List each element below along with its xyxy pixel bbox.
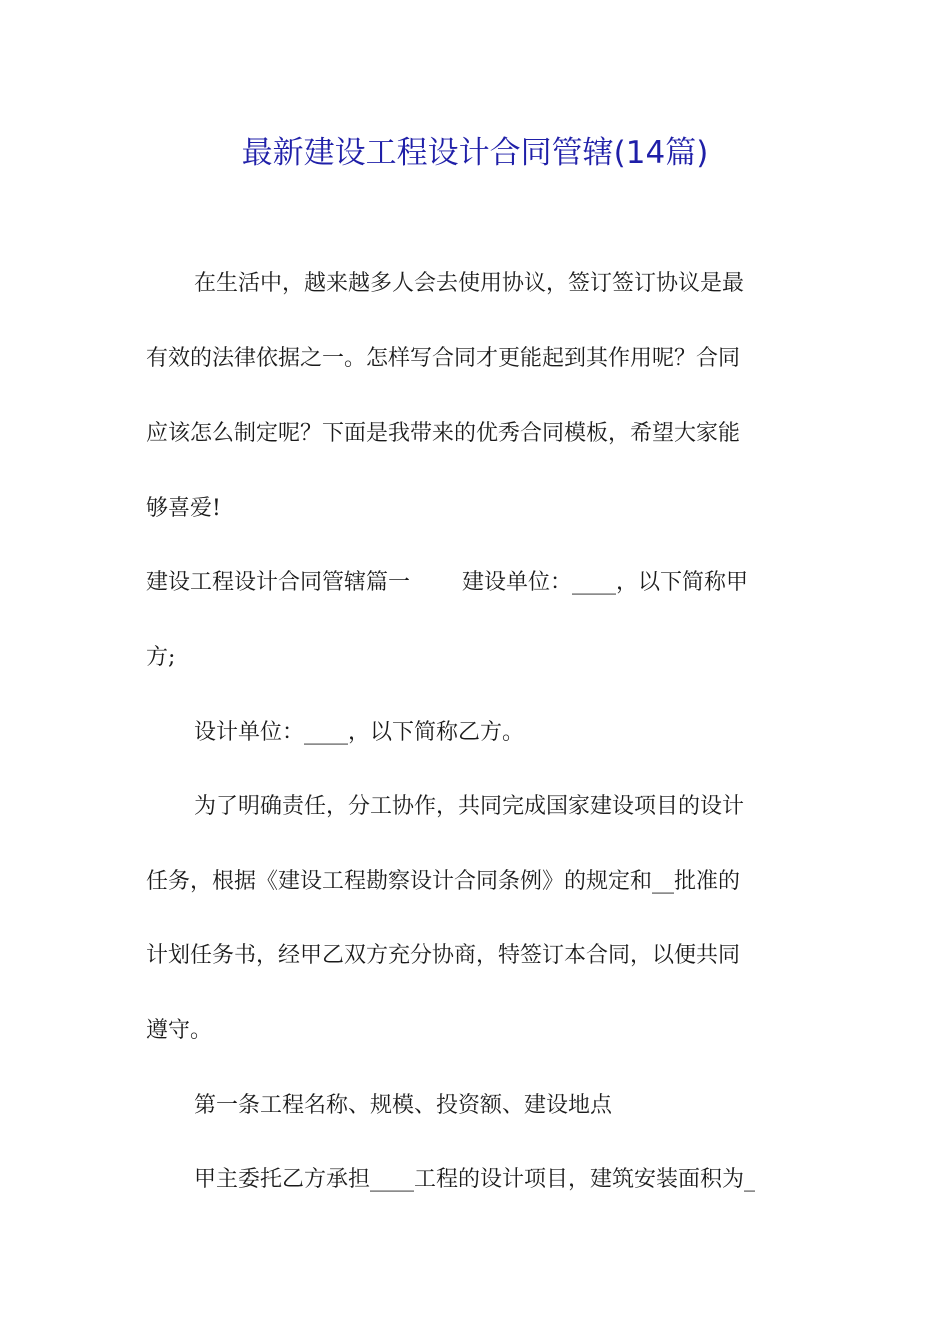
paragraph-line: 设计单位：____，以下简称乙方。 bbox=[194, 720, 525, 745]
party-a-text: 建设单位：____，以下简称甲 bbox=[462, 570, 749, 595]
paragraph-line: 应该怎么制定呢？下面是我带来的优秀合同模板，希望大家能 bbox=[146, 421, 741, 446]
paragraph-line: 有效的法律依据之一。怎样写合同才更能起到其作用呢？合同 bbox=[146, 346, 741, 371]
paragraph-line: 遵守。 bbox=[146, 1018, 213, 1043]
paragraph-line: 任务，根据《建设工程勘察设计合同条例》的规定和__批准的 bbox=[146, 869, 741, 894]
paragraph-line: 方; bbox=[146, 645, 176, 670]
paragraph-line: 甲主委托乙方承担____工程的设计项目，建筑安装面积为_ bbox=[194, 1167, 756, 1192]
section-heading-line bbox=[146, 563, 806, 603]
paragraph-line: 够喜爱! bbox=[146, 496, 221, 521]
document-title: 最新建设工程设计合同管辖(14篇) bbox=[241, 135, 709, 171]
paragraph-line: 在生活中，越来越多人会去使用协议，签订签订协议是最 bbox=[194, 271, 745, 296]
paragraph-line: 为了明确责任，分工协作，共同完成国家建设项目的设计 bbox=[194, 794, 745, 819]
paragraph-line: 计划任务书，经甲乙双方充分协商，特签订本合同，以便共同 bbox=[146, 943, 741, 968]
article-heading: 第一条工程名称、规模、投资额、建设地点 bbox=[194, 1093, 613, 1118]
section-heading: 建设工程设计合同管辖篇一 bbox=[146, 570, 411, 595]
